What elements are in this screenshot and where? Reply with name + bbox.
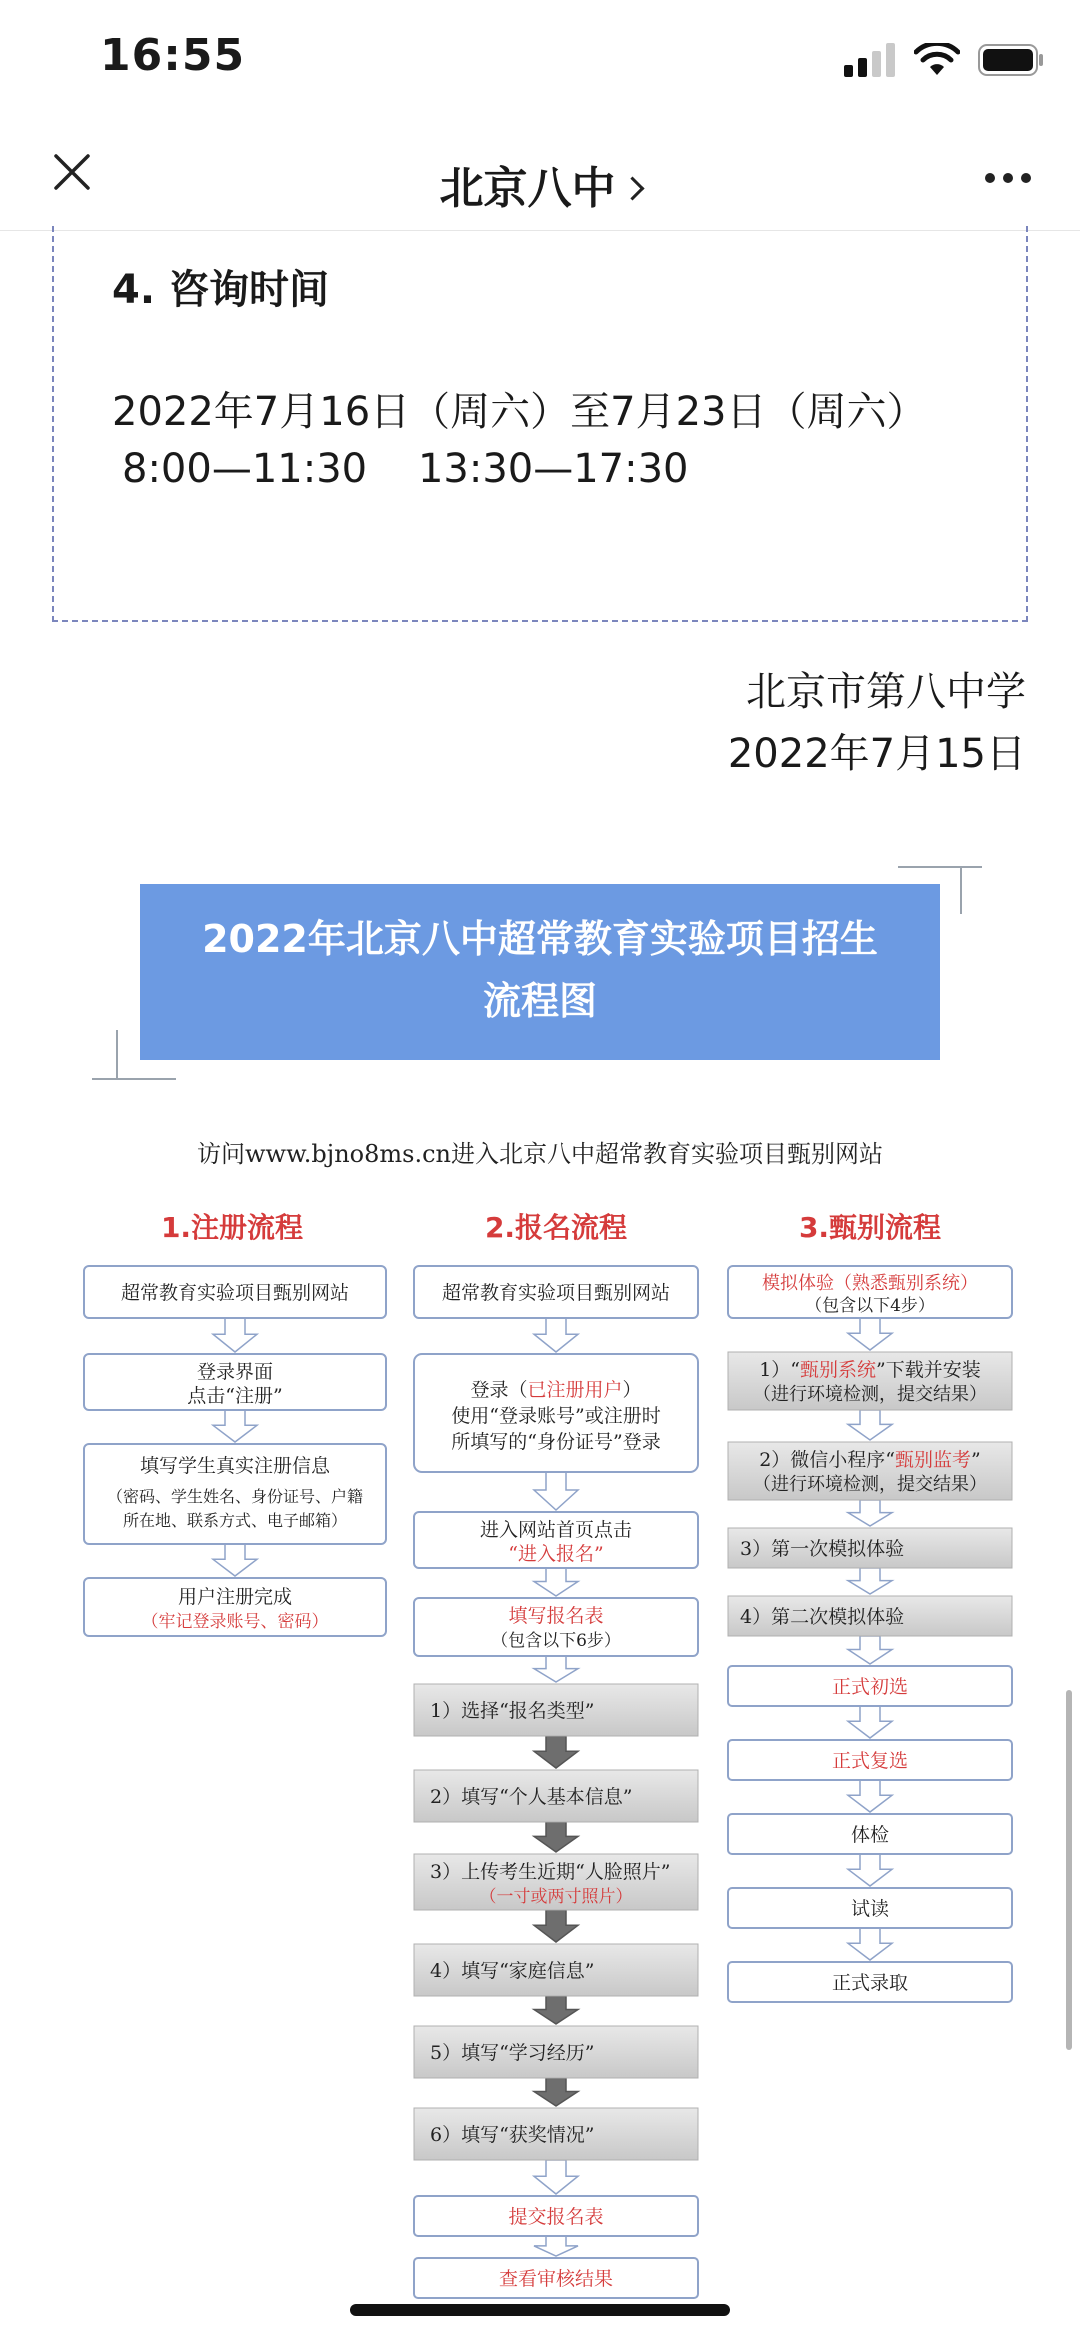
flow-arrow [534,1568,578,1596]
status-icons [844,42,1044,78]
corner-decoration [92,1078,176,1080]
website-instruction: 访问www.bjno8ms.cn进入北京八中超常教育实验项目甄别网站 [197,1140,883,1168]
flow-box-text: （包含以下6步） [491,1631,621,1651]
account-title-link[interactable] [0,152,1080,216]
flow-box-text: 用户注册完成 [177,1586,293,1608]
signal-icon [844,43,896,77]
flow-step-text: 1）“甄别系统”下载并安装 [759,1359,981,1381]
battery-icon [978,43,1044,77]
flow-box-text: （密码、学生姓名、身份证号、户籍 [106,1487,364,1506]
flow-box-text: 提交报名表 [508,2206,604,2228]
flow-box-text: 所在地、联系方式、电子邮箱） [122,1511,348,1530]
flow-step-text: 1）选择“报名类型” [430,1700,595,1722]
flow-step-text: 5）填写“学习经历” [430,2042,595,2064]
chart-title-line2: 流程图 [482,979,597,1023]
registration-column-title: 1.注册流程 [160,1211,304,1244]
flow-box-text: 登录界面 [196,1361,274,1383]
flow-arrow [848,1780,892,1812]
application-flow [414,1266,698,2298]
flow-box-text: 体检 [850,1824,890,1846]
flow-step-text: 3）第一次模拟体验 [740,1538,905,1560]
flow-arrow [534,2078,578,2106]
flow-box-text: 超常教育实验项目甄别网站 [441,1282,671,1304]
admission-flowchart [0,1190,1080,2300]
flow-step-text: 4）填写“家庭信息” [430,1960,595,1982]
flow-arrow [848,1410,892,1440]
account-name: 北京八中 [439,163,616,214]
flow-step-text: 4）第二次模拟体验 [740,1606,905,1628]
flow-step-text: 6）填写“获奖情况” [430,2124,595,2146]
wifi-icon [914,43,960,77]
flow-arrow [534,1996,578,2024]
flow-arrow [534,1822,578,1852]
flow-arrow [213,1410,257,1442]
corner-decoration [960,866,962,914]
chart-title-banner [140,884,940,1060]
flow-arrow [848,1928,892,1960]
flow-box-text: 试读 [850,1898,890,1920]
flow-box-text: 填写学生真实注册信息 [139,1455,331,1477]
flow-arrow [848,1636,892,1664]
section-heading: 4. 咨询时间 [112,267,329,313]
screening-flow [728,1266,1012,2002]
flow-box-text: （包含以下4步） [805,1296,935,1316]
navigation-bar [0,130,1080,231]
flow-step-text: 2）微信小程序“甄别监考” [759,1449,981,1471]
more-options-icon[interactable] [984,170,1032,186]
flow-arrow [848,1854,892,1886]
flow-box-text: 登录（已注册用户） [470,1379,642,1401]
chevron-right-icon [620,176,644,200]
status-time: 16:55 [100,30,246,81]
flow-arrow [848,1568,892,1594]
home-indicator[interactable] [350,2304,730,2316]
flow-step-text: （一寸或两寸照片） [479,1887,633,1907]
chart-title-line1: 2022年北京八中超常教育实验项目招生 [202,917,878,961]
flow-step-text: 2）填写“个人基本信息” [430,1786,633,1808]
flow-box-text: 正式录取 [831,1972,909,1994]
flow-arrow [534,1318,578,1352]
flow-arrow [534,1656,578,1682]
flow-box-text: 点击“注册” [187,1385,283,1407]
flow-box-text: 模拟体验（熟悉甄别系统） [762,1273,978,1294]
flow-arrow [534,1910,578,1942]
flow-box-text: 所填写的“身份证号”登录 [451,1431,661,1453]
flow-arrow [213,1318,257,1352]
flow-box-text: “进入报名” [508,1543,604,1565]
flow-box-text: 使用“登录账号”或注册时 [451,1405,661,1427]
flow-arrow [534,1472,578,1510]
flow-box-text: 超常教育实验项目甄别网站 [120,1282,350,1304]
consultation-hours: 8:00—11:30 13:30—17:30 [122,446,689,492]
corner-decoration [898,866,982,868]
flow-step-text: （进行环境检测，提交结果） [753,1474,987,1495]
application-column-title: 2.报名流程 [484,1211,628,1244]
scrollbar[interactable] [1066,1690,1072,2050]
flow-step-text: 3）上传考生近期“人脸照片” [430,1861,671,1883]
flow-arrow [213,1544,257,1576]
flow-box-text: 填写报名表 [508,1605,604,1627]
flow-arrow [534,2236,578,2256]
flow-arrow [534,1736,578,1768]
flow-box-text: 正式复选 [831,1750,909,1772]
signature-org: 北京市第八中学 [746,669,1026,715]
flow-box-text: （牢记登录账号、密码） [141,1612,329,1632]
screening-column-title: 3.甄别流程 [798,1211,942,1244]
flow-arrow [534,2160,578,2194]
flow-box-text: 进入网站首页点击 [479,1519,633,1541]
signature-date: 2022年7月15日 [727,731,1026,777]
flow-step-text: （进行环境检测，提交结果） [753,1384,987,1405]
flow-box-text: 正式初选 [831,1676,909,1698]
consultation-dates: 2022年7月16日（周六）至7月23日（周六） [112,389,927,435]
flow-box-text: 查看审核结果 [498,2268,614,2290]
flow-arrow [848,1706,892,1738]
flow-arrow [848,1318,892,1350]
corner-decoration [116,1030,118,1078]
flow-arrow [848,1500,892,1526]
